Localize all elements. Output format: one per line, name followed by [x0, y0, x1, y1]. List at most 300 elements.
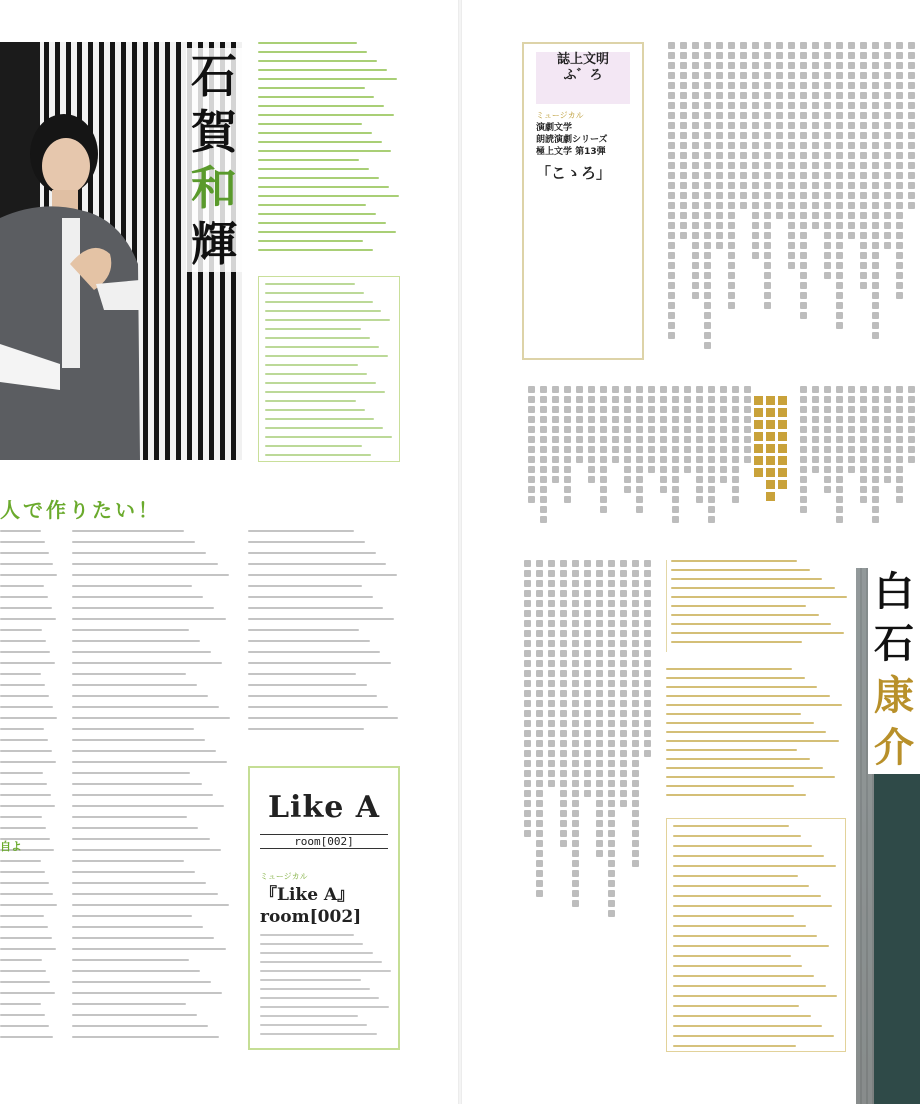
text-line [258, 168, 369, 170]
text-line [258, 150, 391, 152]
text-line [666, 713, 801, 715]
text-line [0, 596, 48, 598]
text-line [72, 728, 194, 730]
text-column [720, 386, 728, 486]
text-line [0, 651, 50, 653]
text-line [72, 926, 203, 928]
text-line [265, 319, 390, 321]
text-line [0, 541, 45, 543]
text-line [248, 541, 365, 543]
right-pull-quote [760, 396, 788, 516]
text-line [666, 722, 814, 724]
text-line [673, 985, 826, 987]
text-line [260, 979, 361, 981]
text-column [872, 386, 880, 526]
text-line [0, 662, 55, 664]
text-column [728, 42, 736, 312]
text-line [72, 893, 218, 895]
pull-quote-column [754, 396, 764, 480]
text-line [673, 895, 821, 897]
text-line [666, 785, 794, 787]
text-line [673, 875, 798, 877]
text-line [666, 794, 806, 796]
text-line [248, 629, 359, 631]
like-a-info-card [248, 766, 400, 1050]
text-column [884, 42, 892, 252]
text-column [560, 560, 568, 850]
text-line [72, 596, 203, 598]
left-headline: 人で作りたい！ [0, 498, 161, 522]
text-line [72, 970, 200, 972]
text-column [600, 386, 608, 516]
text-line [72, 882, 206, 884]
text-line [673, 865, 836, 867]
text-line [673, 915, 794, 917]
text-line [673, 825, 789, 827]
ishiga-profile-text [258, 42, 400, 264]
text-line [248, 684, 367, 686]
text-line [248, 618, 394, 620]
text-line [72, 761, 227, 763]
text-line [0, 761, 56, 763]
text-line [260, 1024, 367, 1026]
text-column [776, 42, 784, 222]
text-line [260, 943, 363, 945]
text-column [800, 386, 808, 516]
text-column [896, 42, 904, 302]
text-line [0, 805, 55, 807]
text-line [265, 283, 355, 285]
text-line [666, 695, 830, 697]
text-line [0, 970, 46, 972]
text-line [265, 346, 379, 348]
left-body-column-1 [0, 530, 58, 1050]
text-line [72, 607, 214, 609]
text-line [72, 684, 197, 686]
text-column [836, 42, 844, 332]
text-column [860, 42, 868, 292]
text-line [673, 1005, 799, 1007]
text-column [660, 386, 668, 496]
text-line [260, 934, 354, 936]
text-column [708, 386, 716, 526]
text-line [248, 695, 377, 697]
text-column [692, 42, 700, 302]
text-line [258, 96, 374, 98]
card-tag: ミュージカル [260, 872, 308, 881]
text-line [258, 195, 399, 197]
text-line [265, 391, 385, 393]
text-column [824, 386, 832, 496]
text-line [72, 739, 205, 741]
text-line [673, 965, 802, 967]
text-line [265, 418, 374, 420]
pull-quote-column [766, 396, 776, 504]
text-line [248, 596, 373, 598]
text-column [632, 560, 640, 870]
text-line [258, 60, 377, 62]
text-line [265, 337, 370, 339]
text-line [0, 552, 49, 554]
text-line [666, 767, 823, 769]
text-line [248, 651, 380, 653]
text-line [0, 695, 49, 697]
text-line [0, 717, 57, 719]
text-column [548, 560, 556, 790]
page-fold [458, 0, 462, 1104]
text-line [72, 585, 192, 587]
text-line [666, 731, 826, 733]
text-line [666, 677, 805, 679]
text-line [265, 445, 362, 447]
text-line [72, 662, 222, 664]
right-vertical-text-lower [520, 560, 656, 940]
text-column [612, 386, 620, 466]
text-column [752, 42, 760, 262]
text-line [248, 585, 362, 587]
text-line [258, 132, 372, 134]
text-column [624, 386, 632, 496]
text-line [258, 87, 365, 89]
text-line [0, 673, 41, 675]
text-line [671, 623, 831, 625]
text-column [884, 386, 892, 486]
text-line [72, 805, 224, 807]
text-line [0, 750, 52, 752]
shiraishi-profile-text [666, 560, 851, 652]
text-line [260, 1033, 377, 1035]
text-line [72, 794, 213, 796]
text-line [248, 530, 354, 532]
text-column [680, 42, 688, 242]
text-line [258, 159, 359, 161]
left-subheading: 自よ [0, 840, 22, 853]
text-line [72, 695, 208, 697]
text-line [72, 629, 189, 631]
text-line [72, 816, 187, 818]
text-line [72, 706, 219, 708]
text-line [258, 231, 396, 233]
text-line [72, 948, 226, 950]
shiraishi-name-vertical: 白 石 康 介 [868, 566, 920, 774]
text-column [572, 560, 580, 910]
text-line [72, 827, 198, 829]
card-title: 『Like A』 room[002] [260, 885, 362, 927]
text-line [0, 783, 47, 785]
text-column [788, 42, 796, 272]
text-line [0, 640, 46, 642]
text-column [732, 386, 740, 506]
like-a-logo: Like A [267, 790, 381, 825]
text-line [265, 328, 361, 330]
text-line [260, 961, 382, 963]
text-column [764, 42, 772, 312]
text-line [673, 945, 829, 947]
text-line [258, 69, 387, 71]
text-line [258, 114, 394, 116]
text-column [576, 386, 584, 466]
text-column [740, 42, 748, 212]
text-column [564, 386, 572, 506]
text-line [0, 728, 44, 730]
text-line [0, 1025, 49, 1027]
text-line [258, 249, 373, 251]
text-line [260, 952, 373, 954]
card-title: 「こゝろ」 [536, 164, 612, 182]
text-line [265, 427, 383, 429]
text-line [265, 373, 367, 375]
text-column [672, 386, 680, 526]
text-line [673, 975, 814, 977]
text-column [704, 42, 712, 352]
text-line [0, 827, 46, 829]
text-column [860, 386, 868, 506]
text-line [258, 204, 366, 206]
card-credits [536, 188, 636, 354]
text-line [248, 574, 397, 576]
text-line [72, 530, 184, 532]
text-column [644, 560, 652, 760]
text-line [666, 776, 835, 778]
shiraishi-profile-text-2 [666, 668, 846, 808]
right-vertical-text-middle [520, 386, 756, 536]
ishiga-name-vertical: 石 賀 和 輝 [186, 48, 242, 272]
text-line [72, 959, 189, 961]
text-column [896, 386, 904, 506]
text-line [0, 948, 56, 950]
text-line [72, 717, 230, 719]
text-column [824, 42, 832, 282]
text-line [0, 1003, 41, 1005]
text-line [248, 563, 386, 565]
text-line [265, 364, 358, 366]
text-line [258, 177, 379, 179]
text-line [265, 436, 392, 438]
text-line [72, 673, 186, 675]
text-column [872, 42, 880, 342]
text-line [72, 772, 190, 774]
text-line [671, 578, 822, 580]
text-line [258, 141, 382, 143]
text-line [72, 1003, 186, 1005]
text-line [72, 651, 211, 653]
text-line [671, 632, 844, 634]
text-line [265, 454, 371, 456]
text-line [0, 739, 48, 741]
text-line [0, 574, 57, 576]
text-column [812, 42, 820, 232]
text-line [248, 728, 364, 730]
text-line [258, 42, 357, 44]
text-line [265, 355, 388, 357]
text-line [265, 400, 356, 402]
text-line [72, 992, 222, 994]
text-line [673, 885, 809, 887]
text-line [0, 794, 51, 796]
text-column [744, 386, 752, 466]
text-line [248, 607, 383, 609]
text-line [666, 668, 792, 670]
text-line [0, 530, 41, 532]
text-line [0, 585, 44, 587]
text-line [666, 740, 839, 742]
text-line [666, 758, 810, 760]
text-line [258, 213, 376, 215]
text-line [671, 605, 806, 607]
text-column [716, 42, 724, 252]
text-line [72, 915, 192, 917]
text-line [72, 981, 211, 983]
text-line [72, 618, 226, 620]
text-line [258, 123, 362, 125]
text-line [258, 78, 397, 80]
text-column [636, 386, 644, 516]
left-body-column-2 [72, 530, 232, 1050]
text-line [248, 640, 370, 642]
text-column [908, 386, 916, 466]
text-line [258, 51, 367, 53]
text-line [265, 409, 365, 411]
text-line [0, 1036, 53, 1038]
text-line [72, 574, 229, 576]
text-line [673, 905, 832, 907]
text-line [0, 992, 55, 994]
text-line [673, 935, 817, 937]
text-line [265, 301, 373, 303]
text-line [671, 614, 819, 616]
text-line [260, 1015, 358, 1017]
text-line [673, 855, 824, 857]
text-line [0, 981, 50, 983]
text-line [671, 596, 847, 598]
text-line [0, 607, 52, 609]
text-line [0, 959, 42, 961]
text-line [0, 915, 44, 917]
text-line [265, 310, 381, 312]
text-line [671, 569, 810, 571]
text-column [836, 386, 844, 526]
text-line [248, 552, 376, 554]
text-line [72, 783, 202, 785]
text-line [0, 1014, 45, 1016]
text-line [0, 937, 52, 939]
text-line [0, 893, 53, 895]
text-line [671, 560, 797, 562]
text-line [673, 1045, 796, 1047]
text-line [248, 706, 388, 708]
text-line [258, 222, 386, 224]
text-line [72, 750, 216, 752]
text-line [260, 988, 370, 990]
text-line [673, 1015, 811, 1017]
text-column [524, 560, 532, 840]
text-line [673, 1035, 834, 1037]
text-line [673, 835, 801, 837]
text-line [258, 240, 363, 242]
ishiga-qa-box [258, 276, 400, 462]
card-series: 演劇文学 朗読演劇シリーズ 極上文学 第13弾 [536, 123, 608, 157]
text-column [848, 42, 856, 242]
text-line [0, 706, 53, 708]
text-line [666, 686, 817, 688]
text-line [673, 925, 806, 927]
text-line [666, 704, 842, 706]
right-vertical-text-top [660, 42, 920, 360]
text-column [812, 386, 820, 476]
text-line [673, 1025, 822, 1027]
text-column [528, 386, 536, 506]
text-line [72, 640, 200, 642]
text-line [72, 1036, 219, 1038]
text-line [0, 563, 53, 565]
pull-quote-column [778, 396, 788, 492]
text-line [248, 662, 391, 664]
person-figure [0, 114, 150, 460]
right-vertical-text-mid-right [794, 386, 920, 536]
text-line [0, 629, 42, 631]
text-column [908, 42, 916, 212]
text-column [588, 386, 596, 486]
card-tag: ミュージカル [536, 111, 584, 120]
text-line [0, 871, 45, 873]
text-line [72, 849, 221, 851]
text-line [260, 1006, 389, 1008]
text-line [72, 838, 210, 840]
text-column [648, 386, 656, 476]
text-line [265, 292, 364, 294]
text-line [72, 1014, 197, 1016]
text-column [684, 386, 692, 476]
text-line [72, 860, 184, 862]
text-line [0, 772, 43, 774]
text-column [540, 386, 548, 526]
text-line [673, 845, 812, 847]
left-body-column-3 [248, 530, 400, 742]
text-column [800, 42, 808, 322]
text-line [0, 882, 49, 884]
kokoro-logo: 誌上文明 ふ゛ろ [536, 52, 630, 104]
text-line [260, 997, 379, 999]
text-line [0, 684, 45, 686]
text-column [668, 42, 676, 342]
kokoro-info-card [522, 42, 644, 360]
like-a-logo-sub: room[002] [260, 834, 388, 849]
text-line [72, 563, 218, 565]
text-line [260, 970, 391, 972]
text-line [248, 673, 356, 675]
text-line [0, 816, 42, 818]
text-column [536, 560, 544, 900]
text-line [673, 955, 791, 957]
text-line [0, 860, 41, 862]
text-line [671, 587, 835, 589]
text-line [0, 904, 57, 906]
text-line [72, 541, 195, 543]
text-column [608, 560, 616, 920]
text-line [258, 186, 389, 188]
text-line [72, 552, 206, 554]
text-line [673, 995, 837, 997]
text-line [258, 105, 384, 107]
text-line [666, 749, 797, 751]
card-credits [260, 934, 394, 1042]
text-column [696, 386, 704, 506]
text-line [0, 926, 48, 928]
text-line [248, 717, 398, 719]
text-column [552, 386, 560, 486]
text-line [0, 618, 56, 620]
text-line [72, 871, 195, 873]
